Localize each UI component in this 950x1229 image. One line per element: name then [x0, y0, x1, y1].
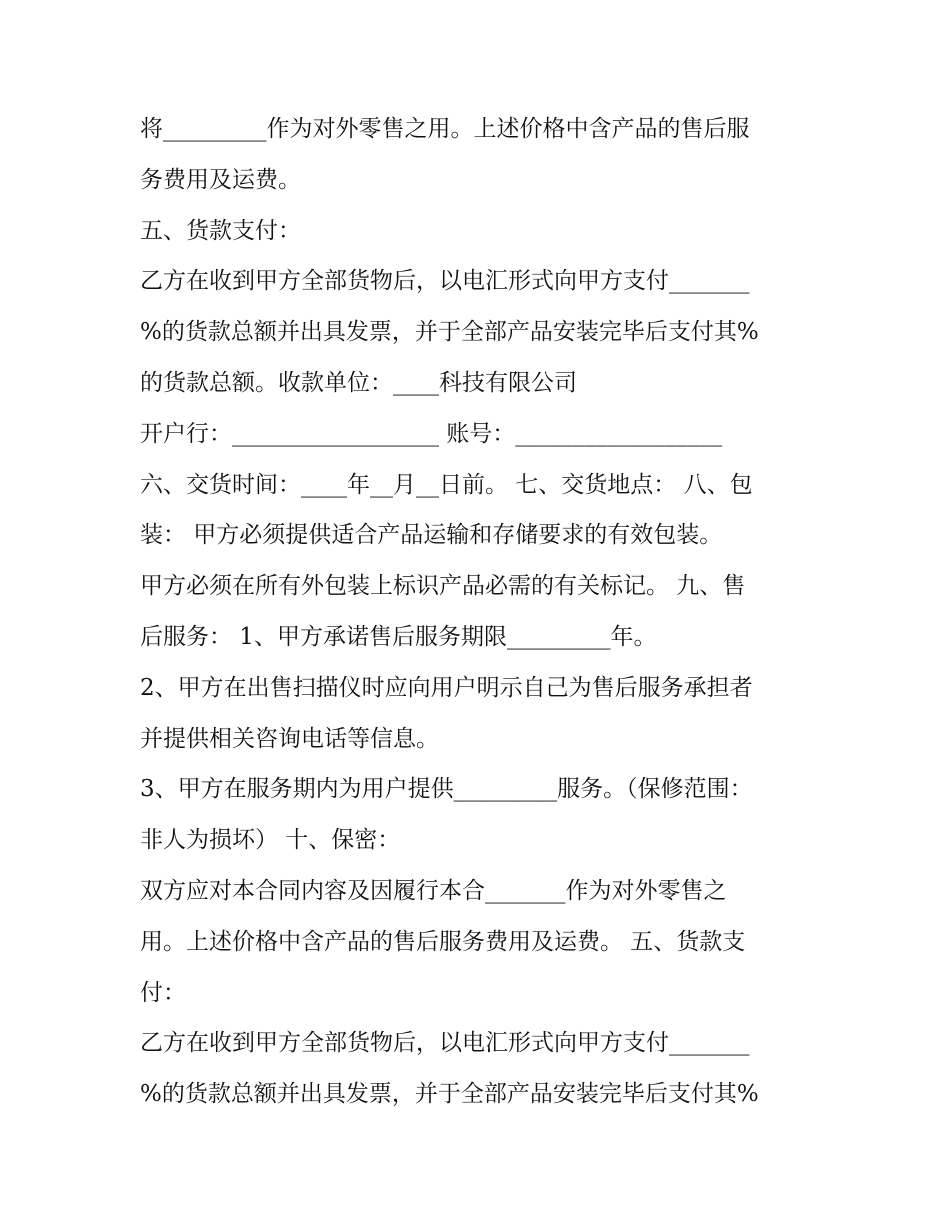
text-line: 务费用及运费。 — [140, 166, 301, 193]
text-line: 乙方在收到甲方全部货物后，以电汇形式向甲方支付_______ — [140, 268, 750, 295]
contract-text — [140, 104, 820, 1120]
text-line: %的货款总额并出具发票，并于全部产品安装完毕后支付其% — [140, 1081, 759, 1108]
text-line: 装： 甲方必须提供适合产品运输和存储要求的有效包装。 — [140, 522, 723, 549]
text-line: 3、甲方在服务期内为用户提供_________服务。（保修范围： — [140, 776, 753, 803]
text-line: 非人为损坏） 十、保密： — [140, 827, 401, 854]
text-line: 2、甲方在出售扫描仪时应向用户明示自己为售后服务承担者 — [140, 674, 753, 701]
text-line: 的货款总额。收款单位：____科技有限公司 — [140, 369, 577, 396]
text-line: 后服务： 1、甲方承诺售后服务期限_________年。 — [140, 623, 657, 650]
text-line: 甲方必须在所有外包装上标识产品必需的有关标记。 九、售 — [140, 573, 746, 600]
text-line: %的货款总额并出具发票，并于全部产品安装完毕后支付其% — [140, 319, 759, 346]
text-line: 双方应对本合同内容及因履行本合_______作为对外零售之 — [140, 877, 727, 904]
text-line: 六、交货时间：____年__月__日前。 七、交货地点： 八、包 — [140, 471, 753, 498]
text-line: 乙方在收到甲方全部货物后，以电汇形式向甲方支付_______ — [140, 1030, 750, 1057]
text-line: 将_________作为对外零售之用。上述价格中含产品的售后服 — [140, 116, 750, 142]
text-line: 付： — [140, 979, 186, 1006]
text-line: 开户行：__________________ 账号：__________________ — [140, 420, 723, 447]
text-line: 并提供相关咨询电话等信息。 — [140, 725, 439, 752]
section-heading-payment: 五、货款支付： — [140, 217, 301, 244]
text-line: 用。上述价格中含产品的售后服务费用及运费。 五、货款支 — [140, 928, 746, 955]
